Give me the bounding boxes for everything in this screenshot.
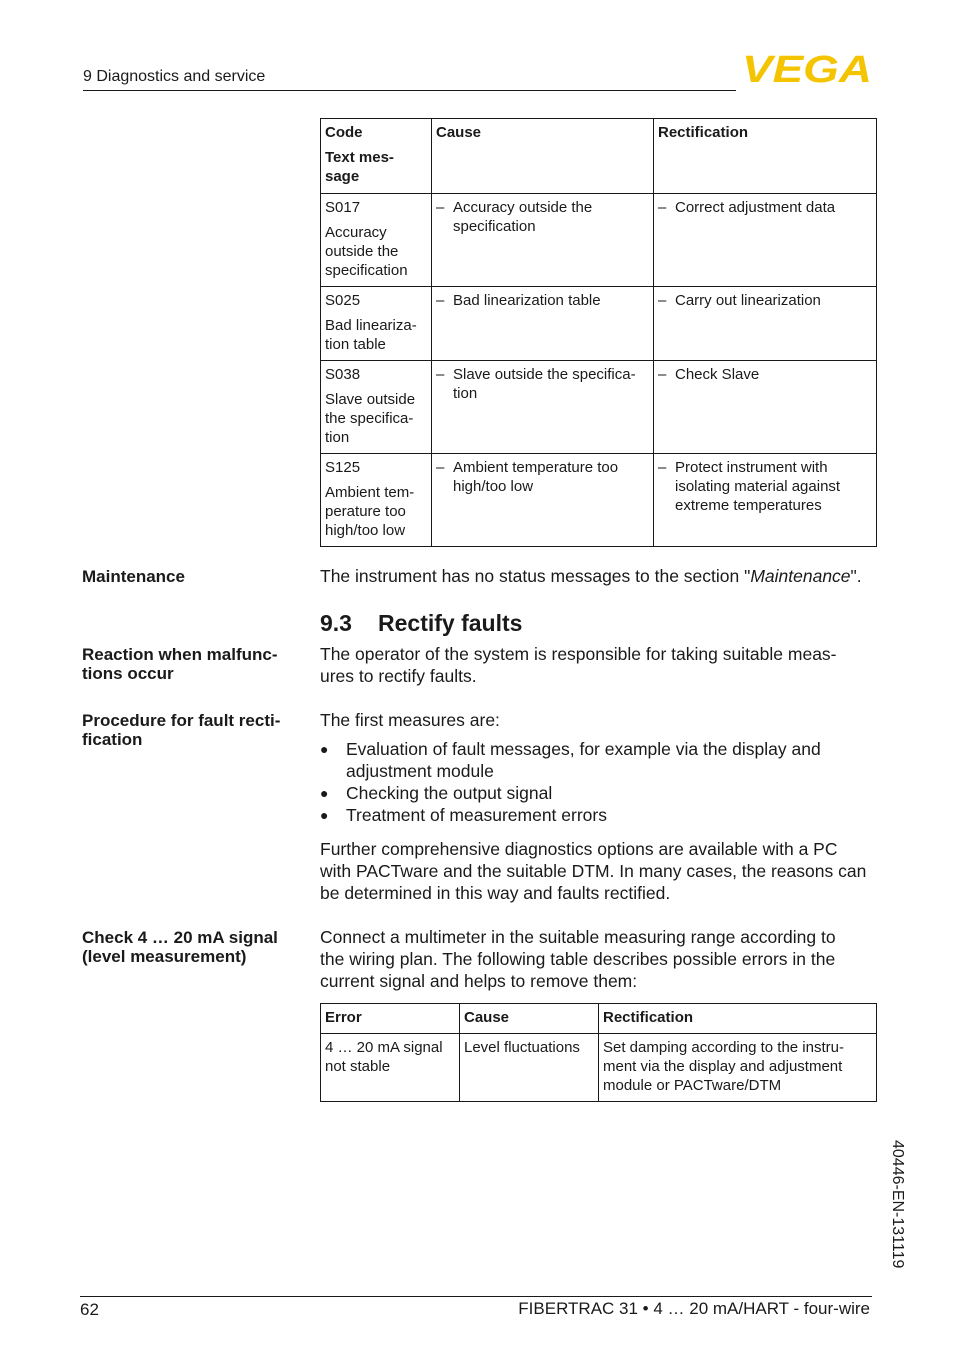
cause-text: Bad linearization table <box>453 292 601 309</box>
maintenance-text-before: The instrument has no status messages to the section " <box>320 566 751 586</box>
list-item-text: Evaluation of fault messages, for example via the display and adjustment module <box>346 739 821 781</box>
signal-error-table <box>320 1003 877 1102</box>
procedure-bullet-list <box>320 738 876 826</box>
bullet-icon: ● <box>320 785 329 801</box>
list-item-text: Treatment of measurement errors <box>346 805 607 825</box>
dash-marker: – <box>658 199 667 216</box>
status-code: S025 <box>325 292 361 309</box>
error-cell: 4 … 20 mA signal not stable <box>321 1034 460 1102</box>
status-message: Bad lineariza- tion table <box>325 317 417 353</box>
dash-marker: – <box>436 366 445 383</box>
rectification-text: Check Slave <box>675 366 760 383</box>
code-cell <box>321 454 432 547</box>
dash-marker: – <box>436 292 445 309</box>
code-cell <box>321 361 432 454</box>
list-item <box>320 804 876 826</box>
rectification-header: Rectification <box>654 119 877 194</box>
check-signal-label: Check 4 … 20 mA signal (level measurement) <box>82 928 278 966</box>
section-heading <box>320 610 522 637</box>
table-row <box>321 194 877 287</box>
signal-table-header <box>321 1004 877 1034</box>
maintenance-text <box>320 565 876 587</box>
error-header: Error <box>321 1004 460 1034</box>
document-code: 40446-EN-131119 <box>889 1140 906 1269</box>
cause-cell <box>432 287 654 361</box>
table-row <box>321 454 877 547</box>
status-message: Ambient tem- perature too high/too low <box>325 484 415 539</box>
rectification-cell <box>654 454 877 547</box>
vega-logo <box>742 52 874 84</box>
cause-cell: Level fluctuations <box>460 1034 599 1102</box>
bullet-icon: ● <box>320 741 329 757</box>
cause-cell <box>432 361 654 454</box>
cause-header: Cause <box>460 1004 599 1034</box>
cause-text: Slave outside the specifica- tion <box>453 366 636 402</box>
check-signal-text: Connect a multimeter in the suitable measuring range according to the wiring plan. The following table describes possible errors in the current signal and helps to remove them: <box>320 927 836 991</box>
page-number: 62 <box>80 1300 99 1319</box>
list-item-text: Checking the output signal <box>346 783 553 803</box>
rectification-cell <box>654 194 877 287</box>
header-rule <box>83 90 736 91</box>
dash-marker: – <box>436 199 445 216</box>
cause-header: Cause <box>432 119 654 194</box>
maintenance-label: Maintenance <box>82 567 185 586</box>
status-code: S038 <box>325 366 361 383</box>
footer-title: FIBERTRAC 31 • 4 … 20 mA/HART - four-wire <box>518 1299 870 1318</box>
code-header: Code <box>325 124 363 141</box>
rectification-cell <box>654 287 877 361</box>
list-item <box>320 738 876 782</box>
dash-marker: – <box>658 366 667 383</box>
cause-cell <box>432 454 654 547</box>
reaction-label: Reaction when malfunc- tions occur <box>82 645 278 683</box>
status-table <box>320 118 877 547</box>
rectification-text: Carry out linearization <box>675 292 821 309</box>
status-code: S125 <box>325 459 361 476</box>
maintenance-text-italic: Maintenance <box>750 566 851 586</box>
cause-text: Ambient temperature too high/too low <box>453 459 619 495</box>
table-row <box>321 1034 877 1102</box>
status-message: Accuracy outside the specification <box>325 224 408 279</box>
status-table-header <box>321 119 877 194</box>
logo-text: VEGA <box>742 52 872 84</box>
code-cell <box>321 287 432 361</box>
dash-marker: – <box>658 292 667 309</box>
status-code: S017 <box>325 199 361 216</box>
rectification-text: Protect instrument with isolating material against extreme temperatures <box>675 459 841 514</box>
status-message: Slave outside the specifica- tion <box>325 391 416 446</box>
procedure-label: Procedure for fault recti- fication <box>82 711 281 749</box>
rectification-cell: Set damping according to the instru- ment via the display and adjustment module or PACTware/DTM <box>599 1034 877 1102</box>
dash-marker: – <box>658 459 667 476</box>
rectification-cell <box>654 361 877 454</box>
table-row <box>321 287 877 361</box>
reaction-text: The operator of the system is responsible for taking suitable meas- ures to rectify faults. <box>320 644 837 686</box>
procedure-intro: The first measures are: <box>320 710 500 730</box>
bullet-icon: ● <box>320 807 329 823</box>
section-title: Rectify faults <box>378 610 523 636</box>
rectification-header: Rectification <box>599 1004 877 1034</box>
running-header: 9 Diagnostics and service <box>83 68 266 85</box>
procedure-further-text: Further comprehensive diagnostics options are available with a PC with PACTware and the suitable DTM. In many cases, the reasons can be determined in this way and faults rectified. <box>320 839 867 903</box>
section-number: 9.3 <box>320 610 352 636</box>
table-row <box>321 361 877 454</box>
code-header-cell <box>321 119 432 194</box>
code-cell <box>321 194 432 287</box>
cause-text: Accuracy outside the specification <box>453 199 593 235</box>
cause-cell <box>432 194 654 287</box>
footer-rule <box>80 1296 872 1297</box>
dash-marker: – <box>436 459 445 476</box>
rectification-text: Correct adjustment data <box>675 199 836 216</box>
maintenance-text-after: ". <box>850 566 862 586</box>
text-message-header: Text mes- sage <box>325 149 394 185</box>
list-item <box>320 782 876 804</box>
